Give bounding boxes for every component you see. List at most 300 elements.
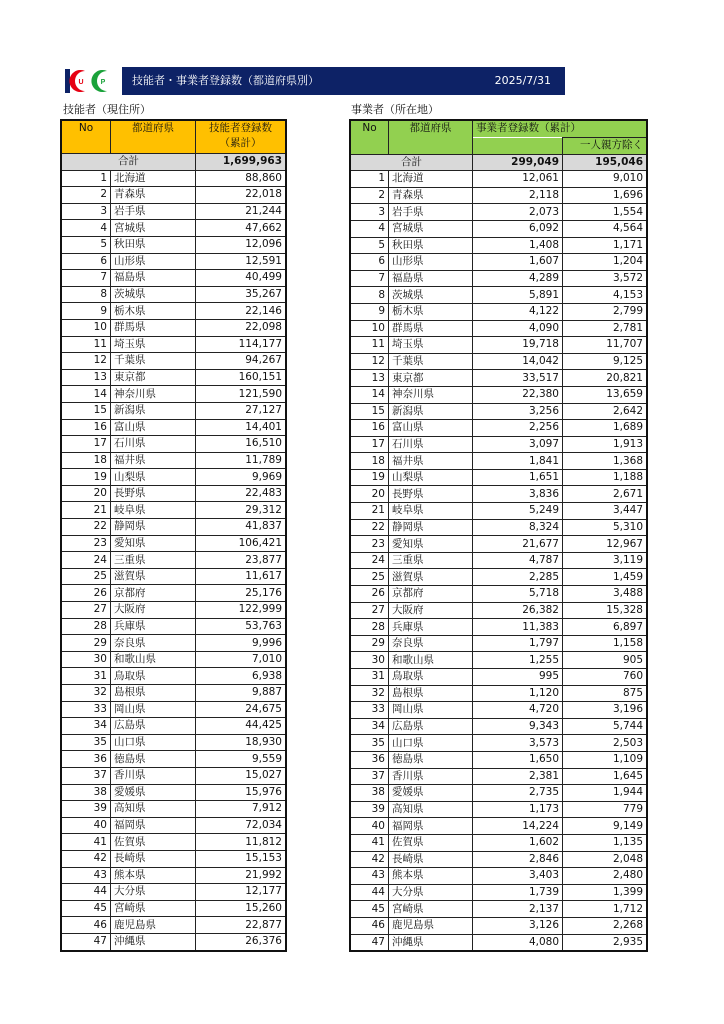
row-no: 38 [351,785,389,802]
row-no: 47 [351,934,389,951]
table-row [351,536,647,553]
prefecture-name: 北海道 [389,171,473,188]
table-row [62,469,286,486]
table-row [62,568,286,585]
business-count-excluding-sole: 2,671 [563,486,647,503]
business-count-excluding-sole: 1,689 [563,420,647,437]
prefecture-name: 富山県 [389,420,473,437]
prefecture-name: 山形県 [111,253,196,270]
business-count-excluding-sole: 2,268 [563,917,647,934]
prefecture-name: 秋田県 [111,236,196,253]
business-count: 1,602 [473,834,563,851]
prefecture-name: 岡山県 [111,701,196,718]
prefecture-name: 奈良県 [389,635,473,652]
prefecture-name: 岡山県 [389,702,473,719]
col-header-no: No [62,121,111,154]
row-no: 24 [62,552,111,569]
table-row [351,303,647,320]
business-count-excluding-sole: 3,488 [563,586,647,603]
table-row [62,170,286,187]
business-count: 3,403 [473,868,563,885]
row-no: 46 [62,917,111,934]
row-no: 47 [62,933,111,950]
prefecture-name: 愛知県 [111,535,196,552]
row-no: 25 [351,569,389,586]
prefecture-name: 沖縄県 [389,934,473,951]
worker-count: 88,860 [196,170,286,187]
business-count-excluding-sole: 1,399 [563,884,647,901]
table-row [351,569,647,586]
row-no: 45 [62,900,111,917]
row-no: 30 [62,651,111,668]
business-count: 1,607 [473,254,563,271]
row-no: 11 [351,337,389,354]
table-row [351,469,647,486]
table-row [351,702,647,719]
prefecture-name: 宮城県 [389,220,473,237]
table-row [351,669,647,686]
business-count: 3,097 [473,436,563,453]
total-row [351,154,647,171]
right-section-label: 事業者（所在地） [351,103,439,116]
table-row [351,586,647,603]
business-count-excluding-sole: 779 [563,801,647,818]
row-no: 31 [62,668,111,685]
col-header-business-count: 事業者登録数（累計） [473,121,647,138]
table-row [62,452,286,469]
worker-count: 29,312 [196,502,286,519]
table-row [62,353,286,370]
prefecture-name: 大阪府 [389,602,473,619]
prefecture-name: 鳥取県 [389,669,473,686]
row-no: 8 [351,287,389,304]
prefecture-name: 福島県 [111,270,196,287]
prefecture-name: 新潟県 [111,402,196,419]
business-count-excluding-sole: 3,196 [563,702,647,719]
business-count-excluding-sole: 3,447 [563,503,647,520]
table-row [62,618,286,635]
table-row [351,503,647,520]
worker-count: 94,267 [196,353,286,370]
row-no: 34 [351,718,389,735]
row-no: 40 [351,818,389,835]
prefecture-name: 滋賀県 [389,569,473,586]
business-count: 2,137 [473,901,563,918]
prefecture-name: 京都府 [389,586,473,603]
table-row [351,834,647,851]
business-count-excluding-sole: 1,645 [563,768,647,785]
page-title: 技能者・事業者登録数（都道府県別） [132,74,319,87]
table-row [351,635,647,652]
worker-count: 41,837 [196,519,286,536]
prefecture-name: 和歌山県 [389,652,473,669]
prefecture-name: 岐阜県 [111,502,196,519]
business-count-excluding-sole: 2,503 [563,735,647,752]
business-count: 1,650 [473,751,563,768]
row-no: 18 [62,452,111,469]
worker-count: 24,675 [196,701,286,718]
table-row [62,701,286,718]
business-count: 22,380 [473,386,563,403]
table-row [62,336,286,353]
table-row [351,818,647,835]
row-no: 6 [351,254,389,271]
prefecture-name: 宮崎県 [111,900,196,917]
row-no: 1 [351,171,389,188]
row-no: 13 [351,370,389,387]
row-no: 28 [62,618,111,635]
table-row [62,900,286,917]
business-count-excluding-sole: 3,572 [563,270,647,287]
business-count-excluding-sole: 1,712 [563,901,647,918]
row-no: 3 [62,203,111,220]
prefecture-name: 東京都 [111,369,196,386]
col-header-worker-count-label: 技能者登録数 [209,122,272,134]
row-no: 26 [351,586,389,603]
table-row [351,685,647,702]
row-no: 7 [351,270,389,287]
prefecture-name: 神奈川県 [111,386,196,403]
table-row [351,254,647,271]
worker-count: 44,425 [196,718,286,735]
prefecture-name: 滋賀県 [111,568,196,585]
table-row [351,718,647,735]
worker-count: 11,812 [196,834,286,851]
table-row [62,203,286,220]
table-row [62,552,286,569]
table-row [351,220,647,237]
business-count-excluding-sole: 5,310 [563,519,647,536]
table-row [351,768,647,785]
row-no: 35 [351,735,389,752]
worker-count: 106,421 [196,535,286,552]
row-no: 26 [62,585,111,602]
table-row [351,270,647,287]
worker-count: 9,559 [196,751,286,768]
row-no: 28 [351,619,389,636]
worker-count: 21,244 [196,203,286,220]
row-no: 22 [62,519,111,536]
prefecture-name: 鳥取県 [111,668,196,685]
worker-count: 114,177 [196,336,286,353]
left-section-label: 技能者（現住所） [63,103,151,116]
row-no: 39 [62,801,111,818]
svg-text:U: U [78,79,84,86]
prefecture-name: 佐賀県 [111,834,196,851]
row-no: 43 [351,868,389,885]
table-row [62,585,286,602]
table-row [351,735,647,752]
prefecture-name: 熊本県 [111,867,196,884]
row-no: 19 [351,469,389,486]
worker-count: 26,376 [196,933,286,950]
prefecture-name: 長崎県 [389,851,473,868]
table-row [62,303,286,320]
total-value-excluding-sole: 195,046 [563,154,647,171]
prefecture-name: 三重県 [111,552,196,569]
business-count: 995 [473,669,563,686]
table-row [62,751,286,768]
business-count: 4,289 [473,270,563,287]
business-count-excluding-sole: 2,480 [563,868,647,885]
row-no: 21 [62,502,111,519]
prefecture-name: 茨城県 [389,287,473,304]
business-count: 21,677 [473,536,563,553]
row-no: 17 [351,436,389,453]
row-no: 23 [351,536,389,553]
business-count: 2,735 [473,785,563,802]
table-row [351,337,647,354]
table-row [351,901,647,918]
business-count: 4,122 [473,303,563,320]
business-count-excluding-sole: 1,913 [563,436,647,453]
table-row [351,652,647,669]
title-banner [63,67,565,95]
business-count: 5,718 [473,586,563,603]
table-row [351,187,647,204]
worker-count: 40,499 [196,270,286,287]
table-row [351,353,647,370]
business-count: 4,720 [473,702,563,719]
row-no: 46 [351,917,389,934]
table-row [62,685,286,702]
row-no: 33 [62,701,111,718]
table-row [62,817,286,834]
row-no: 3 [351,204,389,221]
prefecture-name: 三重県 [389,552,473,569]
business-count: 1,120 [473,685,563,702]
table-row [351,851,647,868]
ccus-logo [63,67,121,95]
svg-text:P: P [100,79,106,86]
prefecture-name: 福岡県 [389,818,473,835]
row-no: 11 [62,336,111,353]
row-no: 45 [351,901,389,918]
table-row [62,187,286,204]
row-no: 37 [351,768,389,785]
prefecture-name: 青森県 [111,187,196,204]
table-row [351,171,647,188]
business-count-excluding-sole: 9,125 [563,353,647,370]
prefecture-name: 愛知県 [389,536,473,553]
table-row [62,253,286,270]
col-header-spacer [473,138,563,155]
worker-count: 27,127 [196,402,286,419]
business-count-excluding-sole: 12,967 [563,536,647,553]
prefecture-name: 青森県 [389,187,473,204]
row-no: 34 [62,718,111,735]
worker-count: 9,996 [196,635,286,652]
business-count-excluding-sole: 760 [563,669,647,686]
prefecture-name: 埼玉県 [111,336,196,353]
table-row [351,751,647,768]
prefecture-name: 山口県 [389,735,473,752]
business-count-excluding-sole: 2,799 [563,303,647,320]
worker-count: 16,510 [196,436,286,453]
worker-count: 22,018 [196,187,286,204]
prefecture-name: 福岡県 [111,817,196,834]
business-count: 14,042 [473,353,563,370]
row-no: 6 [62,253,111,270]
business-count-excluding-sole: 1,554 [563,204,647,221]
row-no: 33 [351,702,389,719]
business-count-excluding-sole: 1,188 [563,469,647,486]
business-count: 2,846 [473,851,563,868]
prefecture-name: 奈良県 [111,635,196,652]
business-count-excluding-sole: 5,744 [563,718,647,735]
business-count: 26,382 [473,602,563,619]
prefecture-name: 広島県 [389,718,473,735]
prefecture-name: 島根県 [111,685,196,702]
table-row [62,485,286,502]
business-count-excluding-sole: 1,204 [563,254,647,271]
table-row [351,436,647,453]
business-count-excluding-sole: 1,135 [563,834,647,851]
row-no: 30 [351,652,389,669]
row-no: 20 [62,485,111,502]
business-count: 2,256 [473,420,563,437]
row-no: 4 [62,220,111,237]
prefecture-name: 香川県 [389,768,473,785]
business-count: 2,285 [473,569,563,586]
business-count-excluding-sole: 1,696 [563,187,647,204]
business-count: 19,718 [473,337,563,354]
table-row [351,884,647,901]
row-no: 20 [351,486,389,503]
row-no: 17 [62,436,111,453]
row-no: 32 [351,685,389,702]
prefecture-name: 大分県 [111,884,196,901]
row-no: 27 [62,602,111,619]
prefecture-name: 鹿児島県 [389,917,473,934]
business-count: 1,255 [473,652,563,669]
prefecture-name: 熊本県 [389,868,473,885]
table-row [62,436,286,453]
prefecture-name: 宮城県 [111,220,196,237]
table-row [351,453,647,470]
row-no: 22 [351,519,389,536]
table-row [351,619,647,636]
worker-count: 15,260 [196,900,286,917]
row-no: 7 [62,270,111,287]
business-count: 14,224 [473,818,563,835]
business-count-excluding-sole: 4,564 [563,220,647,237]
table-row [351,370,647,387]
business-count-excluding-sole: 9,149 [563,818,647,835]
table-row [62,834,286,851]
worker-count: 9,969 [196,469,286,486]
row-no: 43 [62,867,111,884]
worker-count: 11,617 [196,568,286,585]
business-count: 3,836 [473,486,563,503]
ccus-logo-icon [63,67,121,95]
prefecture-name: 栃木県 [111,303,196,320]
row-no: 18 [351,453,389,470]
row-no: 16 [351,420,389,437]
prefecture-name: 高知県 [111,801,196,818]
table-row [351,934,647,951]
row-no: 4 [351,220,389,237]
table-row [62,867,286,884]
worker-count: 22,483 [196,485,286,502]
business-count: 4,787 [473,552,563,569]
prefecture-name: 千葉県 [389,353,473,370]
row-no: 31 [351,669,389,686]
table-row [351,552,647,569]
table-row [351,386,647,403]
business-count: 3,256 [473,403,563,420]
prefecture-name: 岩手県 [389,204,473,221]
prefecture-name: 愛媛県 [111,784,196,801]
business-count: 4,090 [473,320,563,337]
table-row [351,320,647,337]
worker-count: 7,912 [196,801,286,818]
business-count: 2,118 [473,187,563,204]
report-date: 2025/7/31 [494,74,551,87]
prefecture-name: 富山県 [111,419,196,436]
row-no: 39 [351,801,389,818]
business-count-excluding-sole: 2,781 [563,320,647,337]
worker-count: 6,938 [196,668,286,685]
prefecture-name: 山口県 [111,734,196,751]
prefecture-name: 群馬県 [389,320,473,337]
row-no: 9 [62,303,111,320]
business-count: 3,126 [473,917,563,934]
table-row [62,519,286,536]
worker-count: 11,789 [196,452,286,469]
row-no: 40 [62,817,111,834]
prefecture-name: 静岡県 [389,519,473,536]
business-count-excluding-sole: 1,109 [563,751,647,768]
prefecture-name: 栃木県 [389,303,473,320]
prefecture-name: 京都府 [111,585,196,602]
prefecture-name: 長野県 [111,485,196,502]
row-no: 29 [351,635,389,652]
total-label: 合計 [351,154,473,171]
row-no: 35 [62,734,111,751]
business-count-excluding-sole: 905 [563,652,647,669]
business-count: 2,073 [473,204,563,221]
table-row [351,287,647,304]
prefecture-name: 和歌山県 [111,651,196,668]
prefecture-name: 長野県 [389,486,473,503]
worker-count: 53,763 [196,618,286,635]
prefecture-name: 大阪府 [111,602,196,619]
business-count-excluding-sole: 2,935 [563,934,647,951]
table-row [62,734,286,751]
table-row [62,502,286,519]
row-no: 15 [62,402,111,419]
table-row [62,236,286,253]
business-count: 1,739 [473,884,563,901]
title-bar [122,67,565,95]
table-row [62,801,286,818]
prefecture-name: 北海道 [111,170,196,187]
business-count-excluding-sole: 1,171 [563,237,647,254]
table-row [351,868,647,885]
prefecture-name: 山梨県 [111,469,196,486]
table-row [62,369,286,386]
worker-count: 160,151 [196,369,286,386]
prefecture-name: 大分県 [389,884,473,901]
table-row [62,784,286,801]
row-no: 21 [351,503,389,520]
table-row [351,785,647,802]
row-no: 8 [62,286,111,303]
worker-table [61,120,286,951]
table-row [62,767,286,784]
prefecture-name: 徳島県 [389,751,473,768]
